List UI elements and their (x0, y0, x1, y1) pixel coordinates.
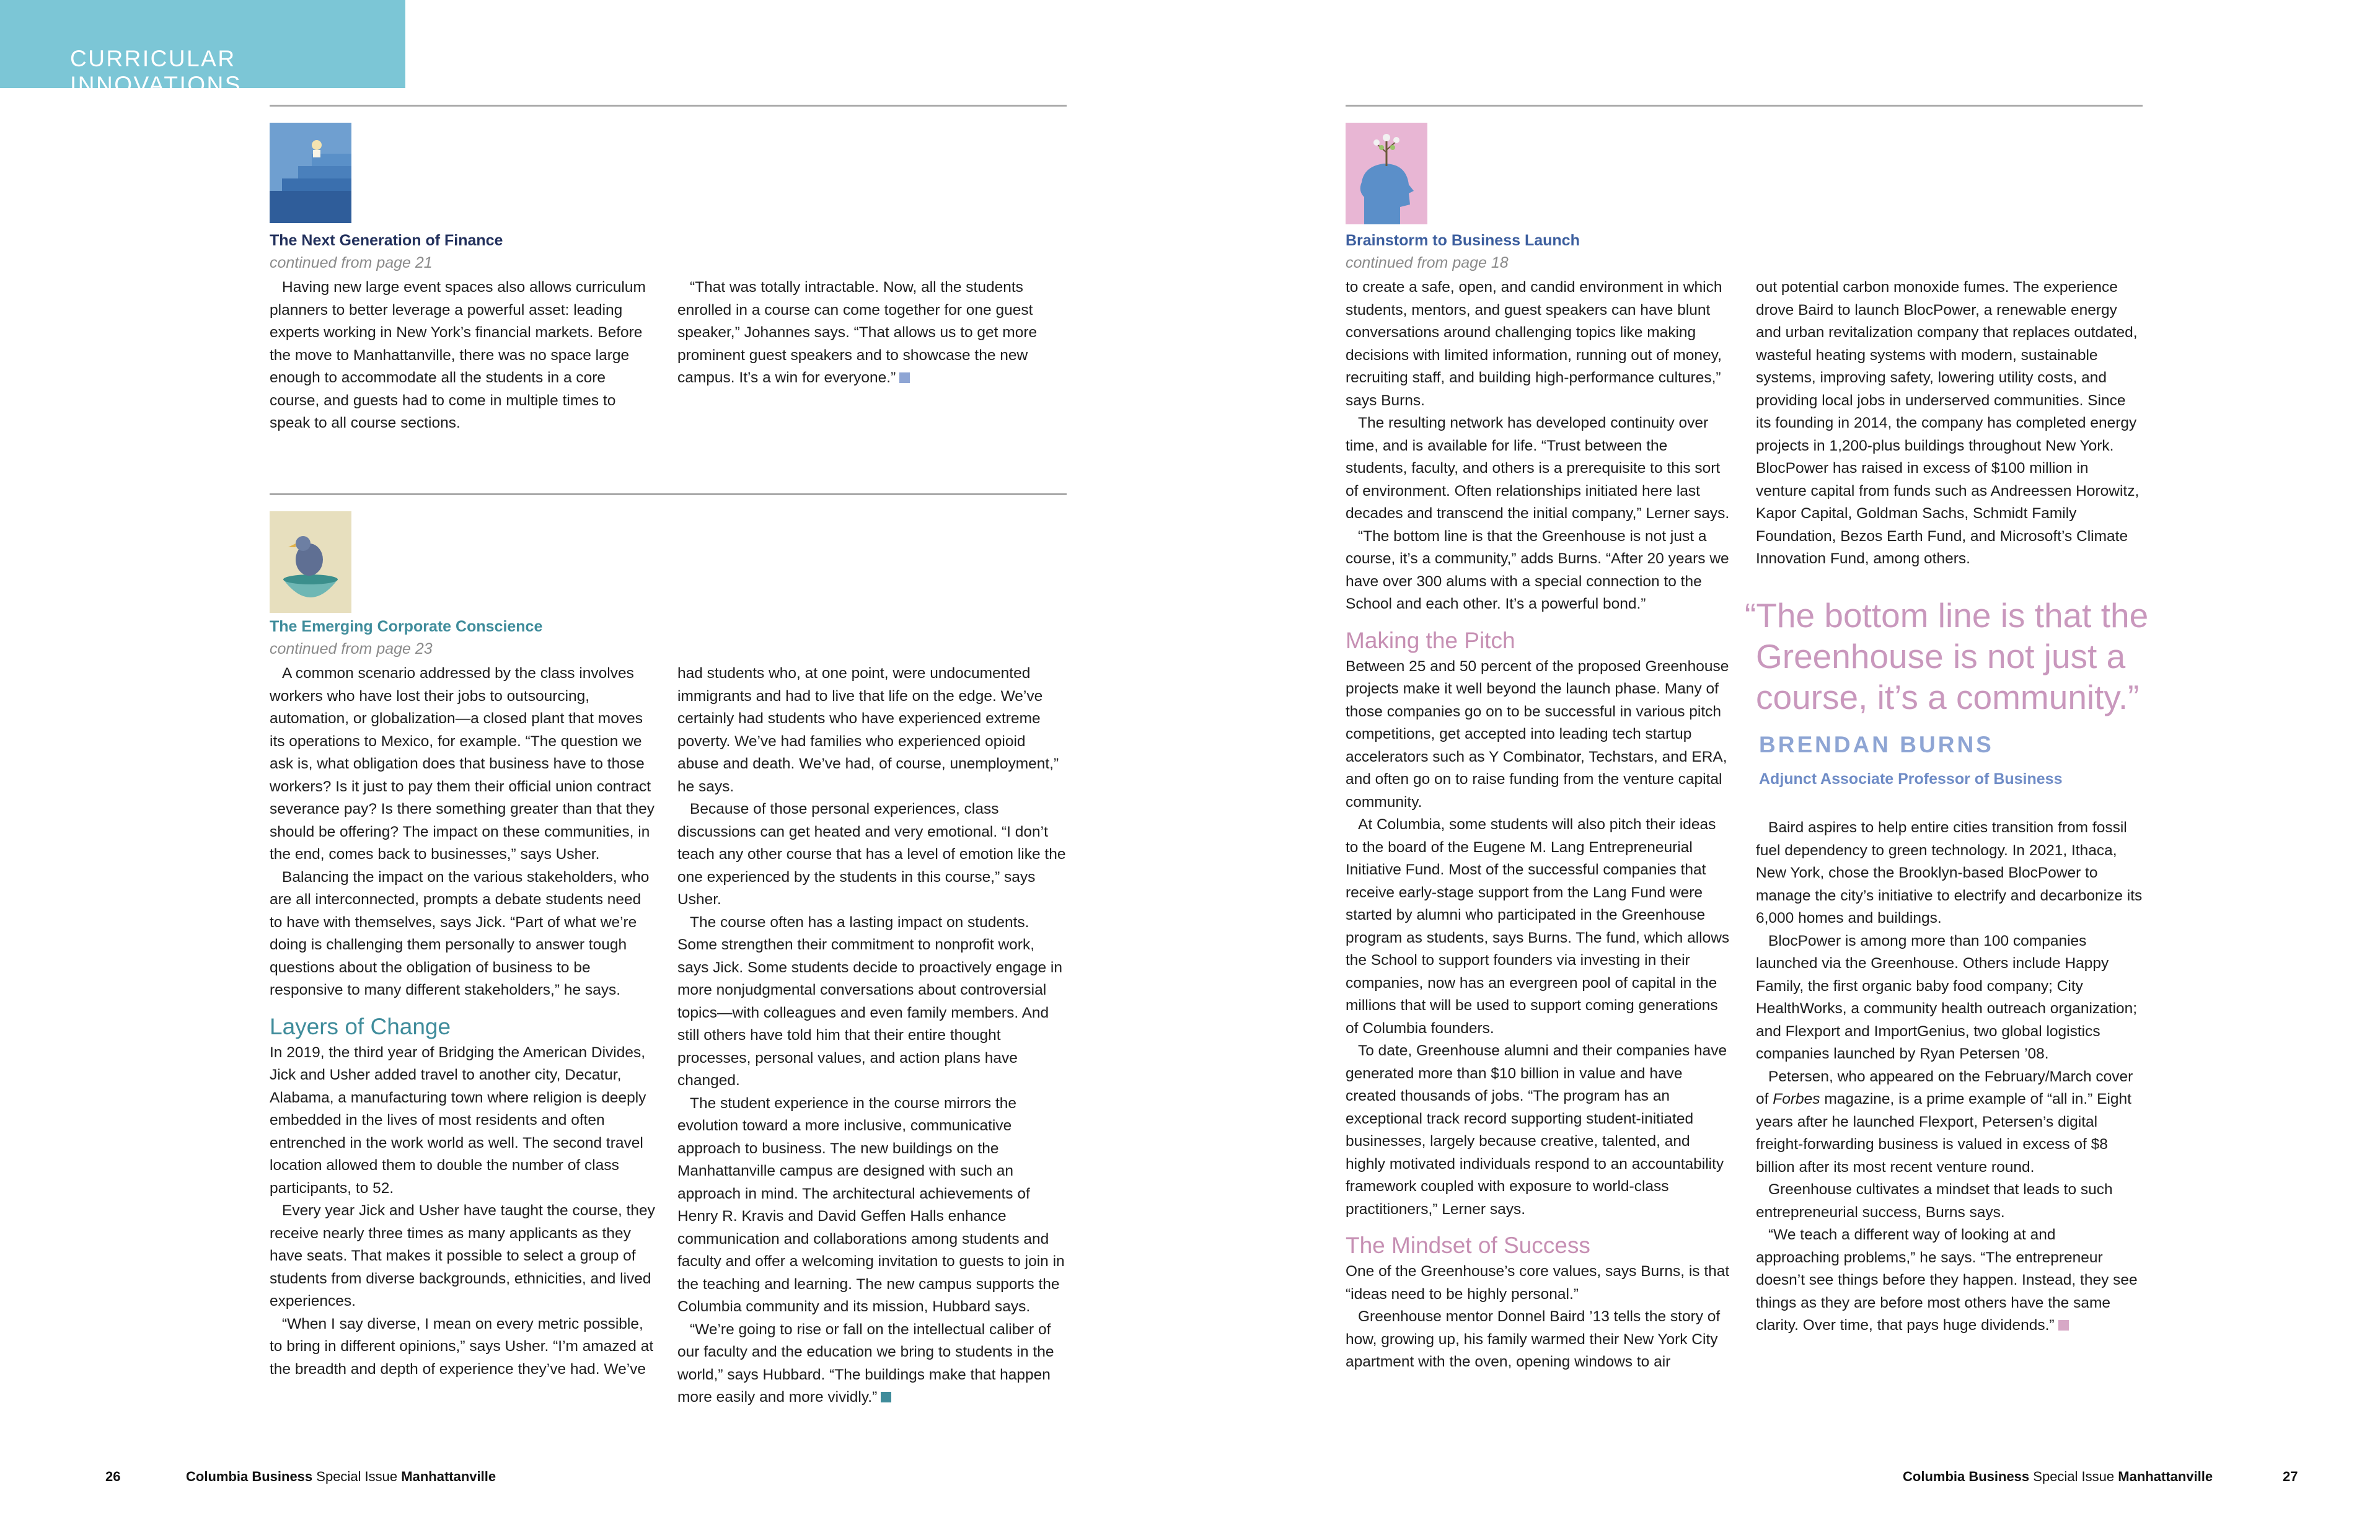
pull-quote: “The bottom line is that the Greenhouse is not just a course, it’s a community.” (1745, 596, 2149, 716)
paragraph: Greenhouse cultivates a mindset that leads to such entrepreneurial success, Burns says. (1756, 1181, 2113, 1221)
paragraph: “We’re going to rise or fall on the intellectual caliber of our faculty and the education we bring to students in the world,” says Hubbard. “The buildings make that happen more easily and more vividly.” (677, 1321, 1054, 1406)
forbes-title: Forbes (1773, 1091, 1820, 1107)
paragraph: Petersen, who appeared on the February/March cover of Forbes magazine, is a prime example of “all in.” Eight years after he launched Flexport, Petersen’s digital freight-forwarding business is valued in excess of $8 billion after its most recent venture round. (1756, 1068, 2133, 1176)
paragraph: Baird aspires to help entire cities transition from fossil fuel dependency to green technology. In 2021, Ithaca, New York, chose the Brooklyn-based BlocPower to manage the city’s initiative to electrify and decarbonize its 6,000 homes and buildings. (1756, 819, 2143, 926)
pull-quote-title: Adjunct Associate Professor of Business (1759, 770, 2063, 788)
paragraph: Between 25 and 50 percent of the proposed Greenhouse projects make it well beyond the launch phase. Many of those companies go on to be successful in various pitch competitions, get accepted into leading tech startup accelerators such as Y Combinator, Techstars, and ERA, and often go on to raise funding from the venture capital community. (1346, 658, 1729, 811)
end-mark-icon (881, 1392, 891, 1402)
folio-left: Columbia Business Special Issue Manhattanville (186, 1469, 496, 1484)
paragraph: BlocPower is among more than 100 companies launched via the Greenhouse. Others include Happy Family, the first organic baby food company; City HealthWorks, a community health outreach organization; and Flexport and ImportGenius, two global logistics companies launched by Ryan Petersen ’08. (1756, 932, 2138, 1062)
paragraph: “The bottom line is that the Greenhouse is not just a course, it’s a community,” adds Burns. “After 20 years we have over 300 alums with a special connection to the School and each other. It’s a powerful bond.” (1346, 527, 1729, 612)
conscience-illustration (270, 511, 351, 613)
paragraph: The student experience in the course mirrors the evolution toward a more inclusive, communicative approach to business. The new buildings on the Manhattanville campus are designed with such an approach in mind. The architectural achievements of Henry R. Kravis and David Geffen Halls enhance communication and collaborations among students and faculty and offer a welcoming invitation to guests to join in the teaching and learning. The new campus supports the Columbia community and its mission, Hubbard says. (677, 1094, 1065, 1315)
continued-brainstorm: continued from page 18 (1346, 254, 1509, 271)
brainstorm-illustration (1346, 123, 1427, 224)
paragraph: The resulting network has developed continuity over time, and is available for life. “Trust between the students, faculty, and others is a prerequisite to this sort of environment. Often relationships initiated here last decades and transcend the initial company,” Lerner says. (1346, 415, 1730, 522)
paragraph: One of the Greenhouse’s core values, says Burns, is that “ideas need to be highly personal.” (1346, 1263, 1730, 1303)
paragraph: The course often has a lasting impact on students. Some strengthen their commitment to nonprofit work, says Jick. Some students decide to proactively engage in more nonjudgmental conversations about controversial topics—with colleagues and even family members. And still others have told him that their entire thought processes, personal values, and action plans have changed. (677, 913, 1063, 1089)
subhead-mindset-of-success: The Mindset of Success (1346, 1233, 1590, 1258)
headline-brainstorm: Brainstorm to Business Launch (1346, 232, 1580, 249)
divider-brainstorm (1346, 105, 2143, 107)
headline-finance: The Next Generation of Finance (270, 232, 503, 249)
paragraph: “When I say diverse, I mean on every metric possible, to bring in different opinions,” says Usher. “I’m amazed at the breadth and depth of experience they’ve had. We’ve (270, 1315, 654, 1378)
paragraph: At Columbia, some students will also pitch their ideas to the board of the Eugene M. Lang Entrepreneurial Initiative Fund. Most of the successful companies that receive early-stage support from the Lang Fund were started by alumni who participated in the Greenhouse program as students, says Burns. The fund, which allows the School to support founders via investing in their companies, now has an evergreen pool of capital in the millions that will be used to support coming generations of Columbia founders. (1346, 816, 1730, 1037)
paragraph: Balancing the impact on the various stakeholders, who are all interconnected, prompts a debate students need to have with themselves, says Jick. “Part of what we’re doing is challenging them personally to answer tough questions about the obligation of business to be responsive to many different stakeholders,” he says. (270, 868, 650, 998)
page-number-right: 27 (2283, 1469, 2298, 1484)
paragraph: To date, Greenhouse alumni and their companies have generated more than $10 billion in value and have created thousands of jobs. “The program has an exceptional track record supporting student-initiated businesses, largely because creative, talented, and highly motivated individuals respond to an accountability framework coupled with exposure to world-class practitioners,” Lerner says. (1346, 1042, 1727, 1218)
finance-column-2 (677, 276, 1067, 390)
paragraph: Having new large event spaces also allows curriculum planners to better leverage a powerful asset: leading experts working in New York’s financial markets. Before the move to Manhattanville, there was no space large enough to accommodate all the students in a core course, and guests had to come in multiple times to speak to all course sections. (270, 279, 646, 431)
brainstorm-column-1 (1346, 276, 1731, 1374)
page-number-left: 26 (105, 1469, 121, 1484)
subhead-making-the-pitch: Making the Pitch (1346, 627, 1515, 653)
paragraph: Every year Jick and Usher have taught the course, they receive nearly three times as many applicants as they have seats. That makes it possible to select a group of students from diverse backgrounds, ethnicities, and lived experiences. (270, 1202, 655, 1309)
subhead-layers-of-change: Layers of Change (270, 1013, 451, 1039)
conscience-column-1 (270, 662, 655, 1381)
conscience-column-2 (677, 662, 1067, 1409)
paragraph: “That was totally intractable. Now, all the students enrolled in a course can come together for one guest speaker,” Johannes says. “That allows us to get more prominent guest speakers and to showcase the new campus. It’s a win for everyone.” (677, 279, 1038, 386)
paragraph: to create a safe, open, and candid environment in which students, mentors, and guest speakers can have blunt conversations around challenging topics like making decisions with limited information, running out of money, recruiting staff, and building high-performance cultures,” says Burns. (1346, 279, 1722, 409)
brainstorm-column-2-bottom (1756, 817, 2143, 1337)
paragraph: Greenhouse mentor Donnel Baird ’13 tells the story of how, growing up, his family warmed their New York City apartment with the oven, opening windows to air (1346, 1308, 1721, 1370)
end-mark-icon (899, 372, 910, 383)
folio-right: Columbia Business Special Issue Manhattanville (1903, 1469, 2213, 1484)
paragraph: A common scenario addressed by the class involves workers who have lost their jobs to outsourcing, automation, or globalization—a closed plant that moves its operations to Mexico, for example. “The question we ask is, what obligation does that business have to those workers? Is it just to pay them their official union contract severance pay? Is there something greater than that they should be offering? The impact on these communities, in the end, comes back to businesses,” says Usher. (270, 665, 655, 863)
finance-column-1 (270, 276, 654, 435)
section-tag: CURRICULAR INNOVATIONS (0, 0, 405, 88)
divider-finance (270, 105, 1067, 107)
finance-illustration (270, 123, 351, 223)
end-mark-icon (2058, 1320, 2069, 1331)
paragraph: had students who, at one point, were undocumented immigrants and had to live that life on the edge. We’ve certainly had students who have experienced extreme poverty. We’ve had families who experienced opioid abuse and death. We’ve had, of course, unemployment,” he says. (677, 665, 1059, 795)
paragraph: out potential carbon monoxide fumes. The experience drove Baird to launch BlocPower, a renewable energy and urban revitalization company that replaces outdated, wasteful heating systems with modern, sustainable systems, improving safety, lowering utility costs, and providing local jobs in underserved communities. Since its founding in 2014, the company has completed energy projects in 1,200-plus buildings throughout New York. BlocPower has raised in excess of $100 million in venture capital from funds such as Andreessen Horowitz, Kapor Capital, Goldman Sachs, Schmidt Family Foundation, Bezos Earth Fund, and Microsoft’s Climate Innovation Fund, among others. (1756, 279, 2140, 567)
continued-finance: continued from page 21 (270, 254, 433, 271)
paragraph: “We teach a different way of looking at and approaching problems,” he says. “The entrepreneur doesn’t see things before they happen. Instead, they see things as they are before most others have the same clarity. Over time, that pays huge dividends.” (1756, 1226, 2138, 1334)
paragraph: In 2019, the third year of Bridging the American Divides, Jick and Usher added travel to another city, Decatur, Alabama, a manufacturing town where religion is deeply embedded in the lives of most residents and often entrenched in the work world as well. The second travel location allowed them to double the number of class participants, to 52. (270, 1044, 646, 1197)
continued-conscience: continued from page 23 (270, 640, 433, 658)
pull-quote-attribution: BRENDAN BURNS (1759, 732, 1994, 757)
headline-conscience: The Emerging Corporate Conscience (270, 618, 543, 635)
brainstorm-column-2-top (1756, 276, 2143, 571)
divider-conscience (270, 493, 1067, 495)
paragraph: Because of those personal experiences, class discussions can get heated and very emotional. “I don’t teach any other course that has a level of emotion like the one experienced by the students in this course,” says Usher. (677, 801, 1066, 908)
